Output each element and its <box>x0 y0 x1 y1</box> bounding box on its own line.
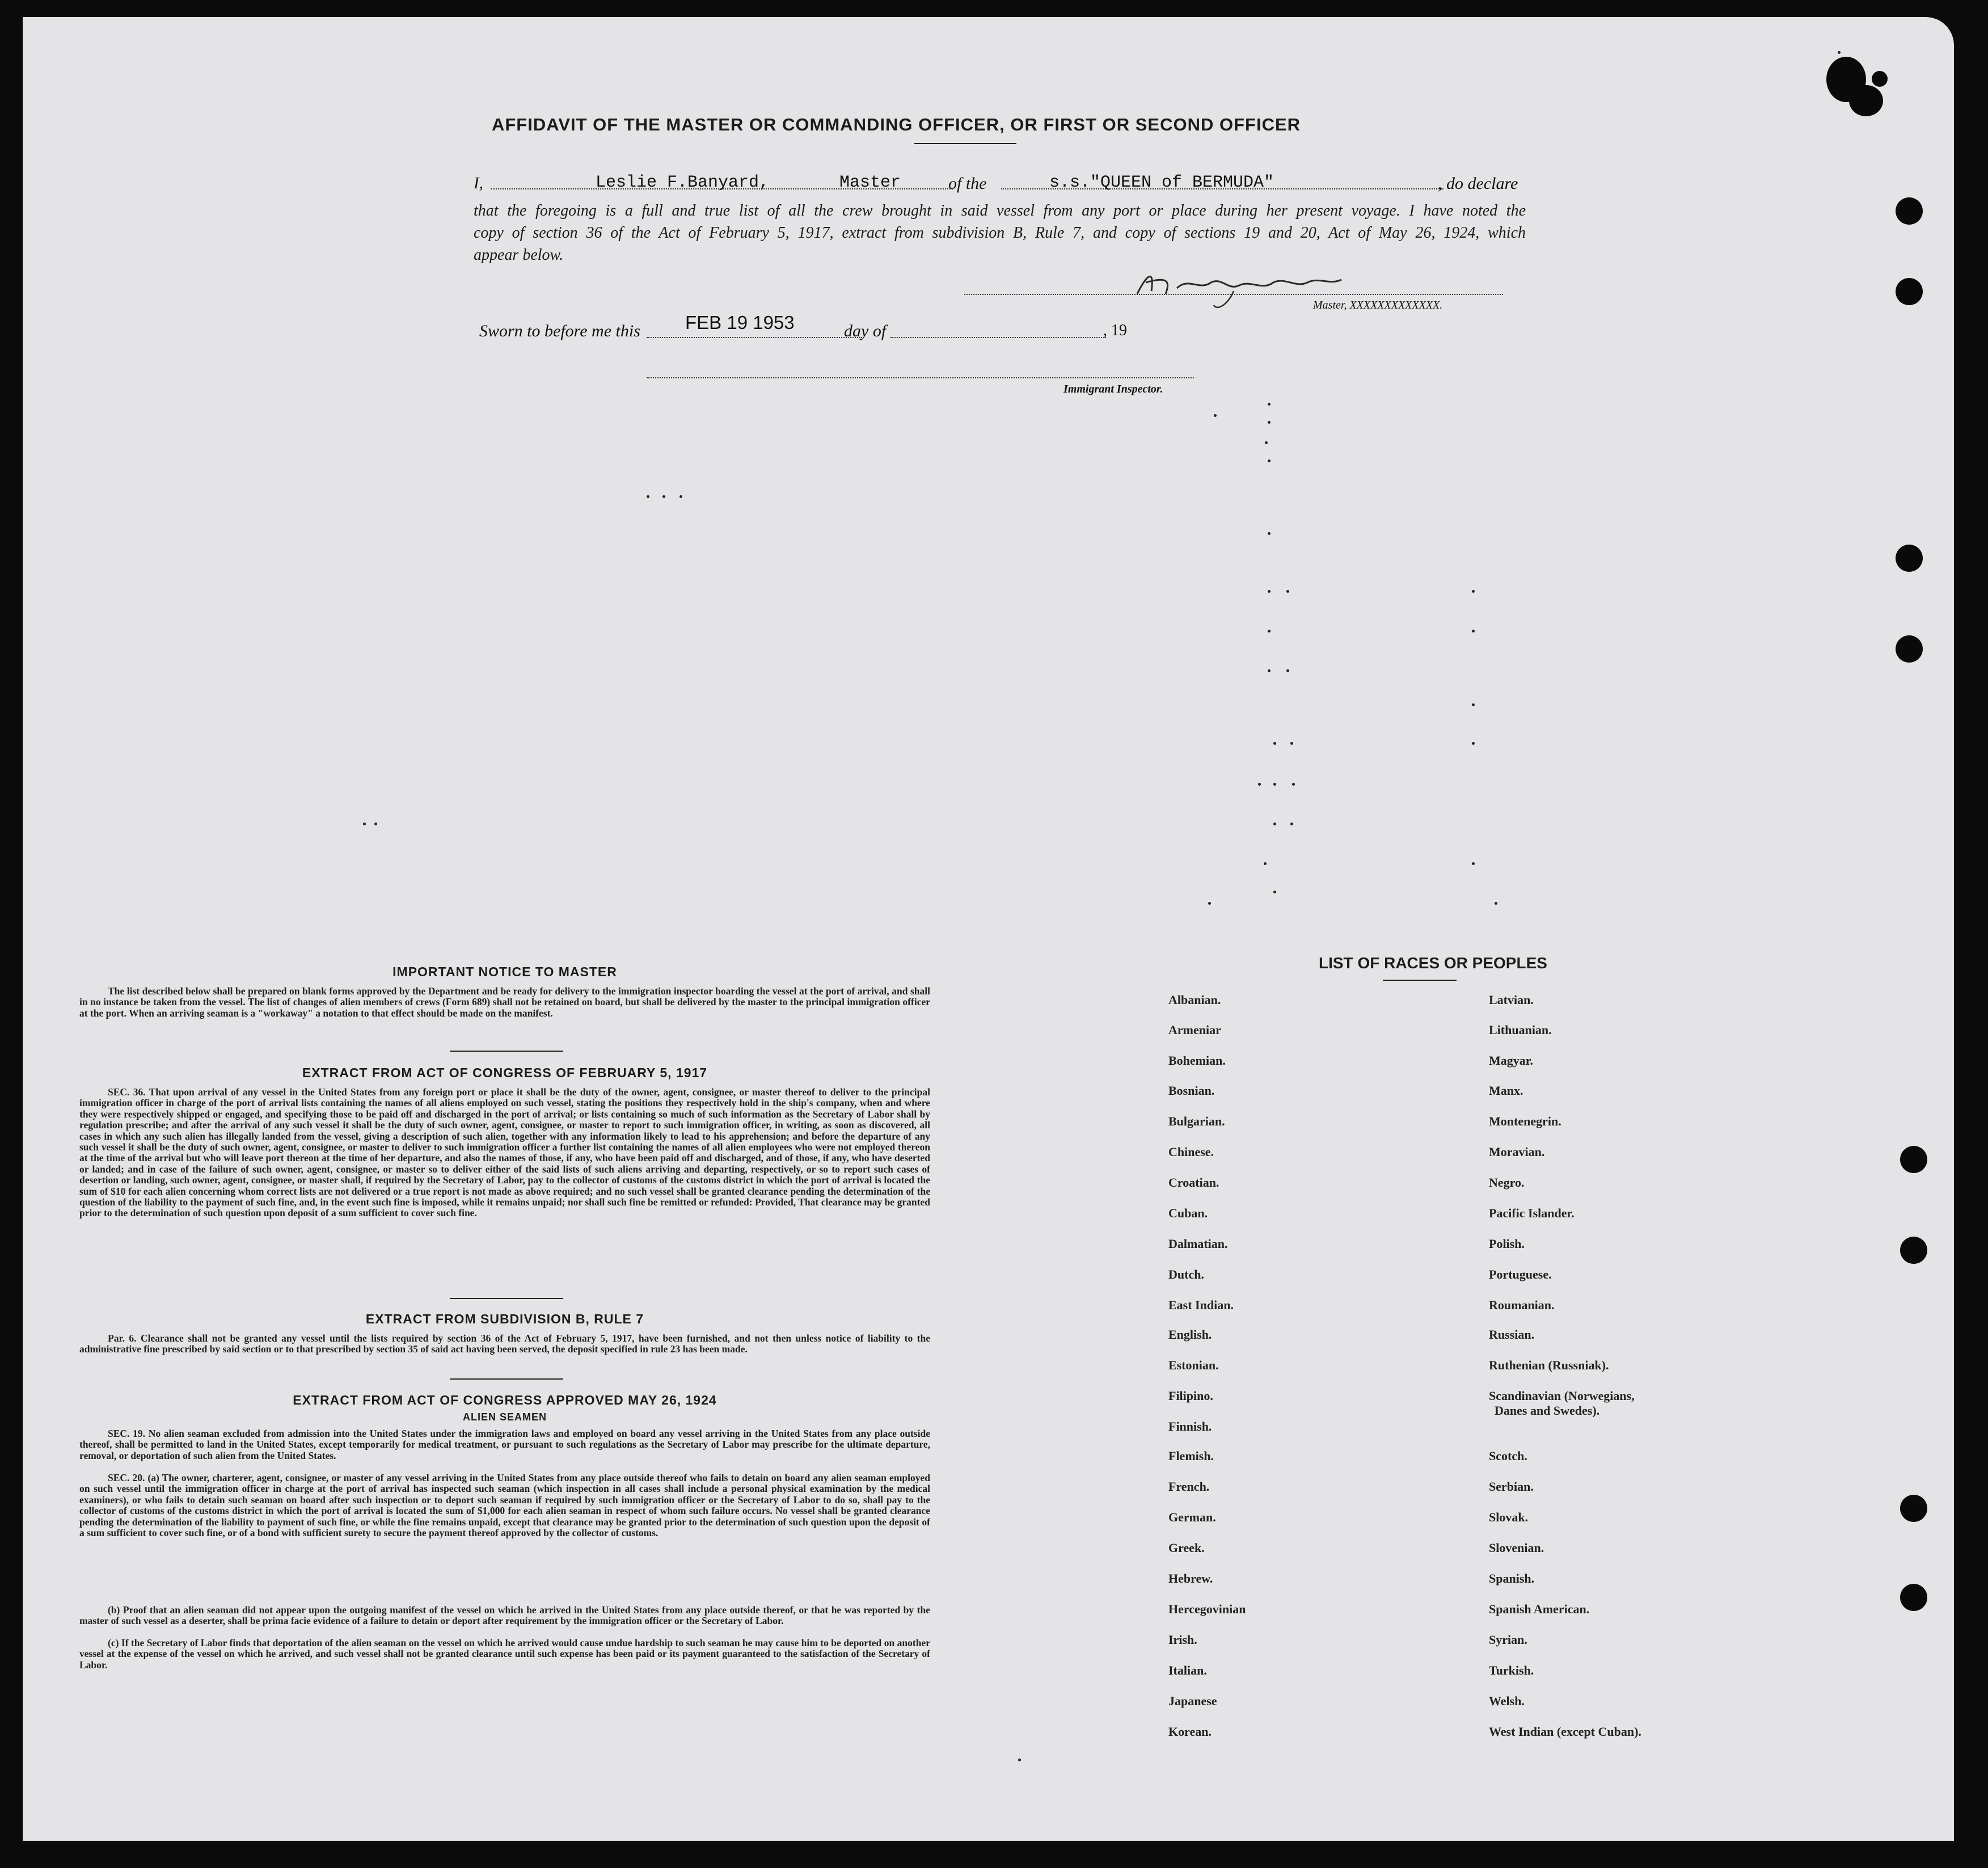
extract-1917-heading: EXTRACT FROM ACT OF CONGRESS OF FEBRUARY 5, 1917 <box>302 1065 708 1080</box>
scan-speck <box>1286 590 1289 593</box>
race-item: Slovenian. <box>1489 1541 1544 1555</box>
race-item: Irish. <box>1168 1633 1197 1647</box>
punch-hole <box>1896 197 1923 225</box>
race-item: Estonian. <box>1168 1358 1219 1372</box>
punch-hole <box>1896 278 1923 305</box>
race-item: Italian. <box>1168 1663 1207 1677</box>
scan-speck <box>1268 630 1271 632</box>
race-item: Spanish. <box>1489 1571 1535 1586</box>
race-item: Hebrew. <box>1168 1571 1213 1586</box>
race-item: Bulgarian. <box>1168 1114 1225 1128</box>
race-item: Flemish. <box>1168 1449 1214 1463</box>
race-item: French. <box>1168 1479 1210 1494</box>
race-item: Montenegrin. <box>1489 1114 1561 1128</box>
race-item: Dalmatian. <box>1168 1237 1228 1251</box>
race-item: Armeniar <box>1168 1023 1221 1037</box>
sec19-text: SEC. 19. No alien seaman excluded from admission into the United States under the immigration laws and employed on board any vessel arriving in the United States from any place outside thereof, shall be permitted to land in the United States, except temporarily for medical treatment, or pursuant to such regulations as the Secretary of Labor may prescribe for the ultimate departure, removal, or deportation of such alien from the United States. <box>79 1428 930 1461</box>
master-rank: Master <box>839 173 901 192</box>
race-item: Dutch. <box>1168 1267 1204 1281</box>
scan-speck <box>1268 403 1271 406</box>
scan-speck <box>1472 630 1475 632</box>
declaration-line: appear below. <box>474 246 564 264</box>
race-item: West Indian (except Cuban). <box>1489 1724 1641 1739</box>
race-item: Moravian. <box>1489 1145 1545 1159</box>
declaration-prefix: I, <box>474 174 483 192</box>
rule7-text: Par. 6. Clearance shall not be granted any vessel until the lists required by section 36 of the Act of February 5, 1917, have been furnished, and not then unless notice of liability to the administrative fine prescribed by said section or to that prescribed by section 35 of said act having been served, the deposit specified in rule 23 has been made. <box>79 1333 930 1355</box>
punch-hole <box>1900 1146 1927 1173</box>
scan-speck <box>1472 703 1475 706</box>
scan-speck <box>1268 459 1271 462</box>
section-divider <box>450 1051 563 1052</box>
scan-speck <box>1472 862 1475 865</box>
race-item: Welsh. <box>1489 1694 1525 1708</box>
section-divider <box>450 1378 563 1380</box>
vessel-name: s.s."QUEEN of BERMUDA" <box>1049 173 1274 192</box>
race-item: German. <box>1168 1510 1216 1524</box>
race-item: Bohemian. <box>1168 1053 1226 1068</box>
document-page <box>23 17 1954 1841</box>
master-name: Leslie F.Banyard, <box>596 173 770 192</box>
race-item: Turkish. <box>1489 1663 1534 1677</box>
month-line <box>890 320 1106 338</box>
section-divider <box>450 1298 563 1299</box>
scan-speck <box>1258 783 1261 786</box>
scan-speck <box>1268 532 1271 535</box>
races-heading: LIST OF RACES OR PEOPLES <box>1319 954 1547 972</box>
scan-speck <box>1273 783 1276 786</box>
scan-speck <box>679 495 682 498</box>
sec20a-text: SEC. 20. (a) The owner, charterer, agent, consignee, or master of any vessel arriving in the United States from any place outside thereof who fails to detain on board any alien seaman employed on such vessel until the immigration officer in charge at the port of arrival has inspected such seaman (which inspection in all cases shall include a personal physical examination by the medical examiners), or who fails to detain such seaman on board after such inspection or to deport such seaman if required by such immigration officer or the Secretary of Labor to do so, shall pay to the collector of customs of the customs district in which the port of arrival is located the sum of $1,000 for each alien seaman in respect of whom such failure occurs. No vessel shall be granted clearance pending the determination of the liability to payment of such fine, or while the fine remains unpaid, except that clearance may be granted prior to the determination of such question upon the deposit of a sum sufficient to cover such fine, or of a bond with sufficient surety to secure the payment thereof approved by the collector of customs. <box>79 1472 930 1539</box>
race-item: Filipino. <box>1168 1389 1213 1403</box>
race-item: Roumanian. <box>1489 1298 1555 1312</box>
title-divider <box>914 143 1016 144</box>
race-item: English. <box>1168 1327 1212 1342</box>
scan-speck <box>1290 742 1293 745</box>
extract-1924-heading: EXTRACT FROM ACT OF CONGRESS APPROVED MAY 26, 1924 <box>293 1393 717 1407</box>
race-item: Japanese <box>1168 1694 1217 1708</box>
races-divider <box>1383 980 1457 981</box>
race-item: Latvian. <box>1489 993 1534 1007</box>
sworn-label: Sworn to before me this <box>479 322 640 340</box>
race-item: Portuguese. <box>1489 1267 1552 1281</box>
scan-speck <box>1273 823 1276 825</box>
scan-speck <box>363 823 366 825</box>
sworn-date-stamp: FEB 19 1953 <box>685 312 795 333</box>
race-item: Manx. <box>1489 1083 1523 1098</box>
day-of-label: day of <box>844 322 887 340</box>
of-the-label: of the <box>948 174 987 193</box>
scan-speck <box>1838 51 1841 54</box>
scan-speck <box>1208 902 1211 905</box>
race-item: Slovak. <box>1489 1510 1529 1524</box>
do-declare-label: , do declare <box>1438 174 1518 193</box>
scan-speck <box>647 495 649 498</box>
scan-speck <box>1495 902 1497 905</box>
race-item: Ruthenian (Russniak). <box>1489 1358 1609 1372</box>
scan-speck <box>1292 783 1295 786</box>
rule7-heading: EXTRACT FROM SUBDIVISION B, RULE 7 <box>365 1312 644 1326</box>
punch-hole <box>1896 635 1923 663</box>
race-item: Polish. <box>1489 1237 1525 1251</box>
signature-line <box>964 277 1503 295</box>
scan-speck <box>1268 669 1271 672</box>
race-item: Negro. <box>1489 1175 1525 1190</box>
punch-hole <box>1900 1237 1927 1264</box>
affidavit-title: AFFIDAVIT OF THE MASTER OR COMMANDING OFFICER, OR FIRST OR SECOND OFFICER <box>491 115 1301 134</box>
race-item: Bosnian. <box>1168 1083 1215 1098</box>
race-item: Finnish. <box>1168 1419 1212 1433</box>
declaration-text <box>474 200 1526 266</box>
race-item: Syrian. <box>1489 1633 1527 1647</box>
scan-speck <box>1265 441 1268 444</box>
scan-speck <box>1286 669 1289 672</box>
scan-speck <box>374 823 377 825</box>
race-item: Spanish American. <box>1489 1602 1590 1616</box>
race-item: Croatian. <box>1168 1175 1219 1190</box>
ink-blot <box>1849 85 1883 116</box>
race-item: Scandinavian (Norwegians, <box>1489 1389 1635 1403</box>
inspector-label: Immigrant Inspector. <box>1063 383 1163 395</box>
sec20b-text: (b) Proof that an alien seaman did not appear upon the outgoing manifest of the vessel on which he arrived in the United States from any place outside thereof, or that he was reported by the master of such vessel as a deserter, shall be prima facie evidence of a failure to detain or deport after requirement by the immigration officer or the Secretary of Labor. <box>79 1604 930 1627</box>
scan-speck <box>1214 414 1217 417</box>
race-item: Pacific Islander. <box>1489 1206 1575 1220</box>
race-item: East Indian. <box>1168 1298 1234 1312</box>
inspector-line <box>647 360 1194 378</box>
race-item: Magyar. <box>1489 1053 1534 1068</box>
race-item: Russian. <box>1489 1327 1535 1342</box>
declaration-line: copy of section 36 of the Act of February 5, 1917, extract from subdivision B, Rule 7, and copy of sections 19 and 20, Act of May 26, 1924, which <box>474 224 1526 242</box>
race-item: Cuban. <box>1168 1206 1208 1220</box>
alien-seamen-subheading: ALIEN SEAMEN <box>462 1411 547 1423</box>
race-item: Albanian. <box>1168 993 1221 1007</box>
scan-speck <box>1472 742 1475 745</box>
punch-hole <box>1896 545 1923 572</box>
notice-heading: IMPORTANT NOTICE TO MASTER <box>392 964 617 979</box>
scan-speck <box>1268 590 1271 593</box>
race-item: Scotch. <box>1489 1449 1527 1463</box>
scan-speck <box>662 495 665 498</box>
ink-blot <box>1872 71 1888 87</box>
scan-speck <box>1273 891 1276 893</box>
scan-speck <box>1264 862 1267 865</box>
race-item: Chinese. <box>1168 1145 1214 1159</box>
scan-speck <box>1290 823 1293 825</box>
scan-speck <box>1268 421 1271 424</box>
race-item: Greek. <box>1168 1541 1205 1555</box>
extract-1917-text: SEC. 36. That upon arrival of any vessel in the United States from any foreign port or place it shall be the duty of the owner, agent, consignee, or master thereof to deliver to the principal immigration officer in charge of the port of arrival lists containing the names of all aliens employed on such vessel, stating the positions they respectively hold in the ship's company, when and where they were respectively shipped or engaged, and specifying those to be paid off and discharged in the port of arrival; or lists containing so much of such information as the Secretary of Labor shall by regulation prescribe; and after the arrival of any such vessel it shall be the duty of such owner, agent, consignee, or master to report to such immigration officer, in writing, as soon as discovered, all cases in which any such alien has illegally landed from the vessel, giving a description of such alien, together with any information likely to lead to his apprehension; and before the departure of any such vessel it shall be the duty of such owner, agent, consignee, or master to deliver to such immigration officer a further list containing the names of all alien employees who were not employed thereon at the time of the arrival but who will leave port thereon at the time of her departure, and also the names of those, if any, who have been paid off and discharged, and of those, if any, who have deserted or landed; and in case of the failure of such owner, agent, consignee, or master so to deliver either of the said lists of such aliens arriving and departing, respectively, or so to report such cases of desertion or landing, such owner, agent, consignee, or master shall, if required by the Secretary of Labor, pay to the collector of customs of the customs district in which the port of arrival is located the sum of $10 for each alien concerning whom correct lists are not delivered or a true report is not made as above required; and no such vessel shall be granted clearance pending the determination of the question of the liability to the payment of such fine, and, in the event such fine is imposed, while it remains unpaid; nor shall such fine be remitted or refunded: Provided, That clearance may be granted prior to the determination of such question upon deposit of a sum sufficient to cover such fine. <box>79 1086 930 1219</box>
race-item: Korean. <box>1168 1724 1212 1739</box>
year-prefix: , 19 <box>1103 322 1127 339</box>
sec20c-text: (c) If the Secretary of Labor finds that deportation of the alien seaman on the vessel on which he arrived would cause undue hardship to such seaman he may cause him to be deported on another vessel at the expense of the vessel on which he arrived, and such vessel shall not be granted clearance until such expense has been paid or its payment guaranteed to the satisfaction of the Secretary of Labor. <box>79 1637 930 1671</box>
race-item: Serbian. <box>1489 1479 1534 1494</box>
notice-text: The list described below shall be prepared on blank forms approved by the Department and be ready for delivery to the immigration inspector boarding the vessel at the port of arrival, and shall in no instance be taken from the vessel. The list of changes of alien members of crews (Form 689) shall not be retained on board, but shall be delivered by the master to the principal immigration officer at the port. When an arriving seaman is a "workaway" a notation to that effect should be made on the manifest. <box>79 985 930 1019</box>
race-item: Danes and Swedes). <box>1495 1403 1600 1418</box>
race-item: Lithuanian. <box>1489 1023 1552 1037</box>
scan-speck <box>1273 742 1276 745</box>
signature-label: Master, XXXXXXXXXXXXX. <box>1313 299 1443 311</box>
declaration-line: that the foregoing is a full and true list of all the crew brought in said vessel from any port or place during her present voyage. I have noted the <box>474 202 1526 220</box>
punch-hole <box>1900 1584 1927 1611</box>
punch-hole <box>1900 1495 1927 1522</box>
scan-speck <box>1472 590 1475 593</box>
scan-speck <box>1018 1759 1021 1761</box>
race-item: Hercegovinian <box>1168 1602 1246 1616</box>
